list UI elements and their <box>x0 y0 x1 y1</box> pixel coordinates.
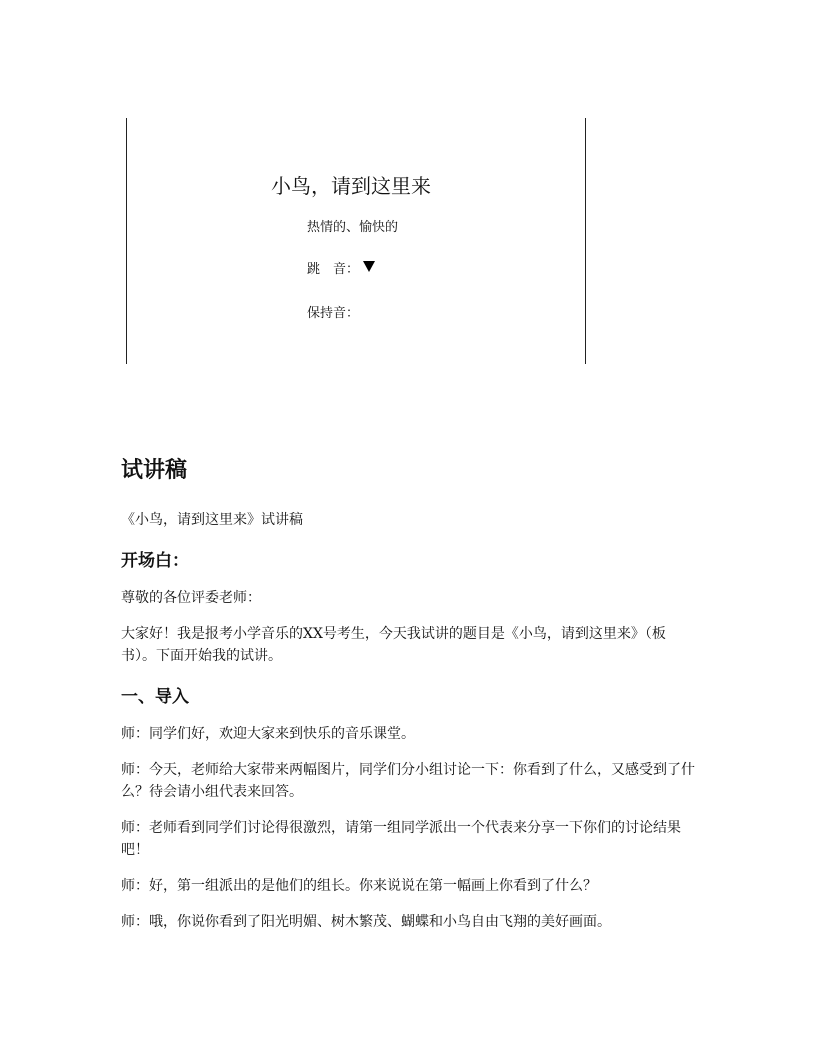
staccato-label: 跳 音： <box>307 262 360 277</box>
paragraph: 师：同学们好，欢迎大家来到快乐的音乐课堂。 <box>121 726 415 742</box>
doc-subtitle: 《小鸟，请到这里来》试讲稿 <box>121 512 303 528</box>
paragraph: 师：好，第一组派出的是他们的组长。你来说说在第一幅画上你看到了什么？ <box>121 878 597 894</box>
staccato-triangle-icon <box>363 261 375 272</box>
score-excerpt-box <box>126 118 586 364</box>
song-title: 小鸟，请到这里来 <box>271 174 431 198</box>
paragraph: 师：老师看到同学们讨论得很激烈，请第一组同学派出一个代表来分享一下你们的讨论结果吧！ <box>121 820 681 858</box>
mood-marking: 热情的、愉快的 <box>307 220 399 235</box>
staccato-legend <box>307 258 375 277</box>
lecture-script <box>121 455 699 947</box>
greeting: 尊敬的各位评委老师： <box>121 590 261 606</box>
opening-heading: 开场白： <box>121 551 189 571</box>
intro-paragraph: 大家好！我是报考小学音乐的XX号考生，今天我试讲的题目是《小鸟，请到这里来》（板书）。下面开始我的试讲。 <box>121 626 666 664</box>
section-heading-intro: 一、导入 <box>121 687 189 707</box>
paragraph: 师：今天，老师给大家带来两幅图片，同学们分小组讨论一下：你看到了什么，又感受到了什么？待会请小组代表来回答。 <box>121 762 695 800</box>
sustain-legend <box>307 302 359 321</box>
doc-title: 试讲稿 <box>121 458 188 483</box>
sustain-label: 保持音： <box>307 306 360 321</box>
paragraph: 师：哦，你说你看到了阳光明媚、树木繁茂、蝴蝶和小鸟自由飞翔的美好画面。 <box>121 914 611 930</box>
